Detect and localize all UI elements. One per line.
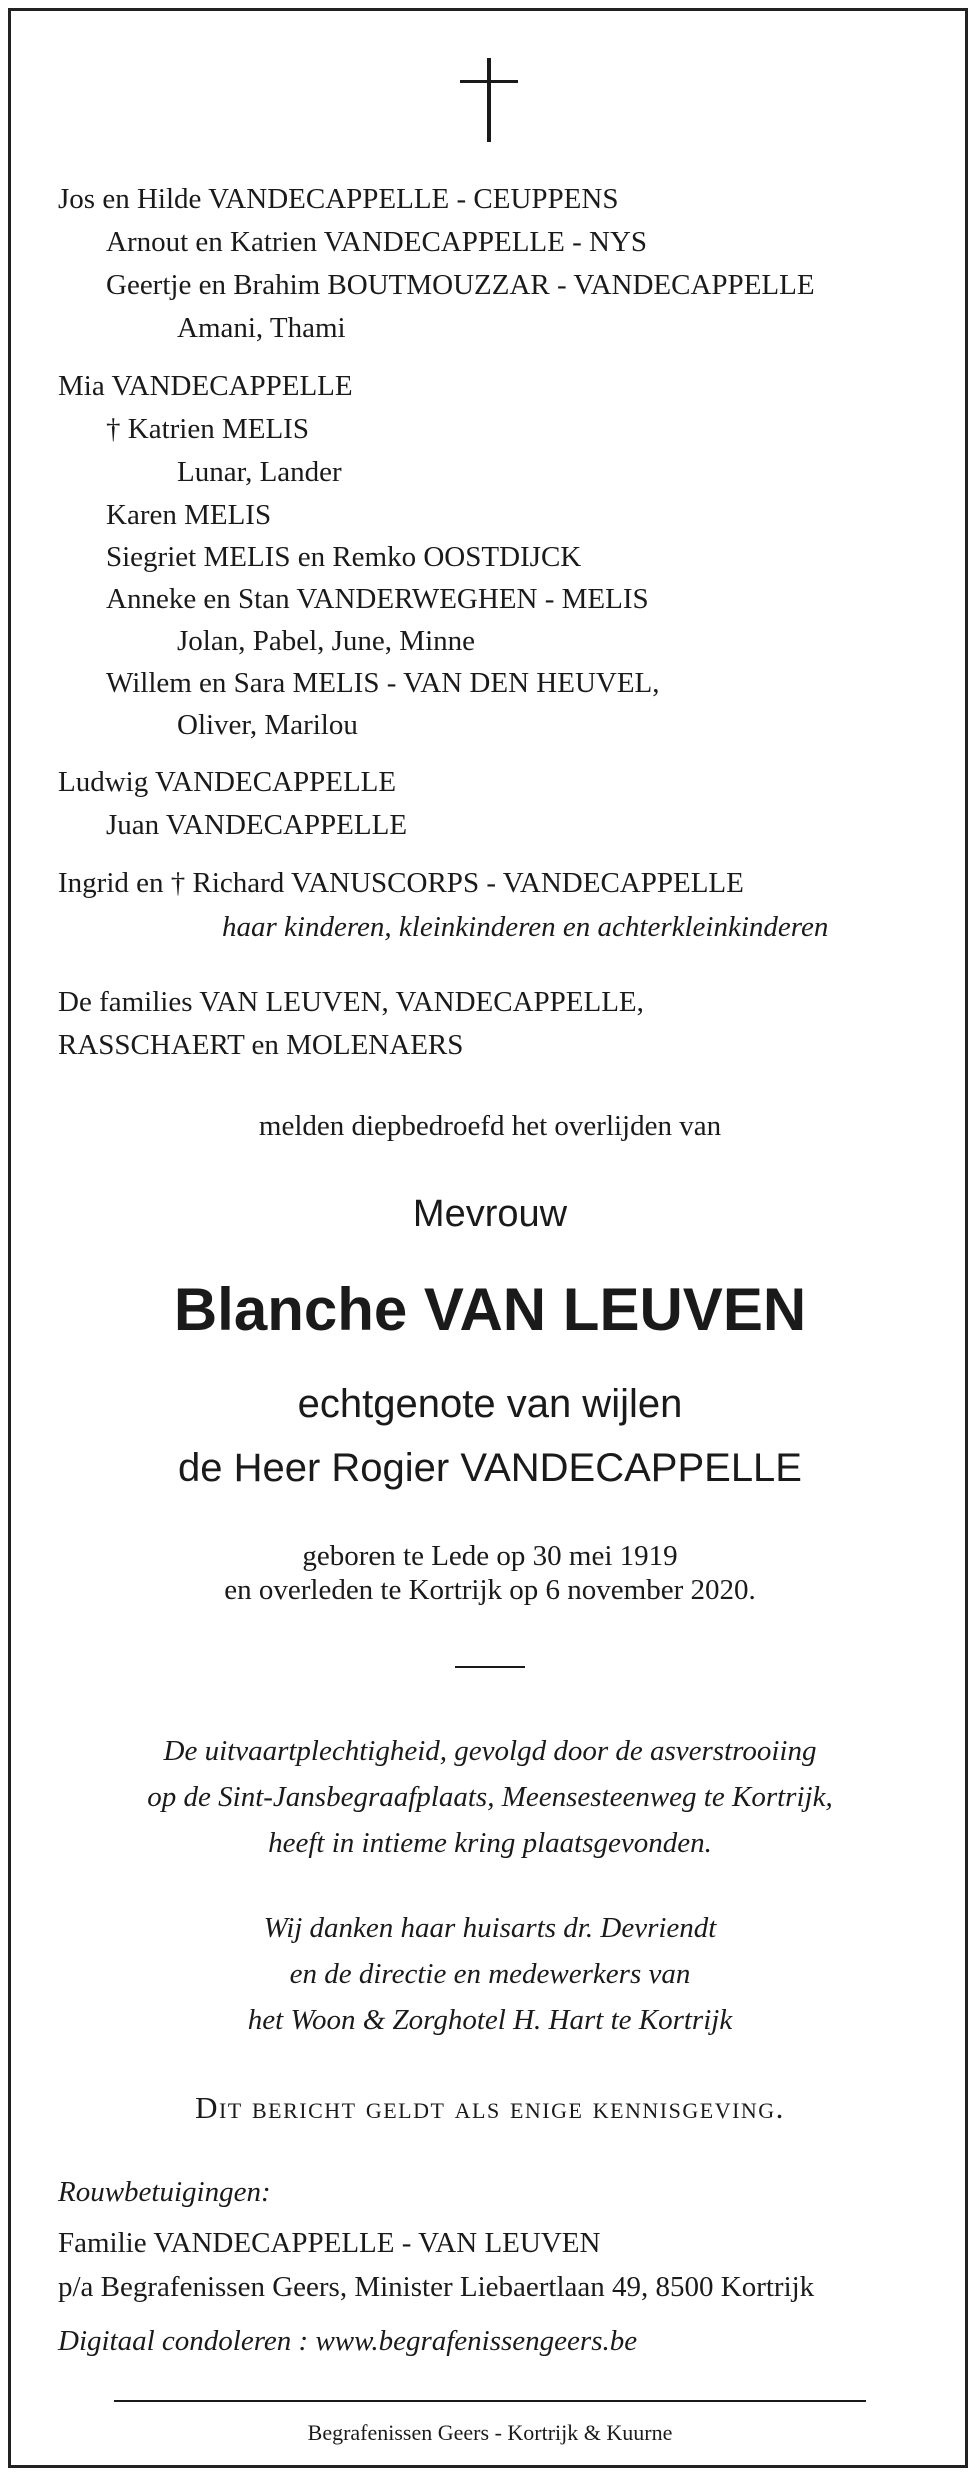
death-line: en overleden te Kortrijk op 6 november 2020. — [224, 1574, 756, 1606]
family-line: Juan VANDECAPPELLE — [106, 809, 408, 841]
family-line: Arnout en Katrien VANDECAPPELLE - NYS — [106, 226, 648, 258]
thanks-line: het Woon & Zorghotel H. Hart te Kortrijk — [247, 2004, 733, 2036]
spouse-line: de Heer Rogier VANDECAPPELLE — [178, 1446, 802, 1490]
thanks-line: en de directie en medewerkers van — [289, 1958, 691, 1990]
family-line: Siegriet MELIS en Remko OOSTDIJCK — [106, 541, 582, 573]
condolences-addressee: Familie VANDECAPPELLE - VAN LEUVEN — [58, 2227, 601, 2259]
condolences-address: p/a Begrafenissen Geers, Minister Liebaertlaan 49, 8500 Kortrijk — [58, 2271, 815, 2303]
funeral-line: heeft in intieme kring plaatsgevonden. — [268, 1827, 712, 1859]
deceased-name: Blanche VAN LEUVEN — [173, 1276, 807, 1343]
family-line: Ingrid en † Richard VANUSCORPS - VANDECAPPELLE — [58, 867, 744, 899]
family-line: † Katrien MELIS — [106, 413, 309, 445]
funeral-line: op de Sint-Jansbegraafplaats, Meensesteenweg te Kortrijk, — [147, 1781, 833, 1813]
family-line: Anneke en Stan VANDERWEGHEN - MELIS — [106, 583, 649, 615]
family-line: Ludwig VANDECAPPELLE — [58, 766, 397, 798]
family-line: Jos en Hilde VANDECAPPELLE - CEUPPENS — [58, 183, 619, 215]
family-line: Geertje en Brahim BOUTMOUZZAR - VANDECAPPELLE — [106, 269, 815, 301]
thanks-line: Wij danken haar huisarts dr. Devriendt — [263, 1912, 717, 1944]
notice-line: Dit bericht geldt als enige kennisgeving. — [195, 2090, 785, 2125]
family-line: Oliver, Marilou — [177, 709, 358, 741]
family-line: Willem en Sara MELIS - VAN DEN HEUVEL, — [106, 667, 660, 699]
families-line: De families VAN LEUVEN, VANDECAPPELLE, — [58, 986, 644, 1018]
families-line: RASSCHAERT en MOLENAERS — [58, 1029, 464, 1061]
family-line: Jolan, Pabel, June, Minne — [177, 625, 476, 657]
family-line: Mia VANDECAPPELLE — [58, 370, 353, 402]
spouse-line: echtgenote van wijlen — [297, 1382, 683, 1426]
family-line: Lunar, Lander — [177, 456, 342, 488]
announcement: melden diepbedroefd het overlijden van — [258, 1110, 722, 1142]
separator — [455, 1666, 525, 1668]
condolences-heading: Rouwbetuigingen: — [58, 2176, 271, 2208]
descendants-line: haar kinderen, kleinkinderen en achterkleinkinderen — [222, 911, 829, 943]
family-line: Amani, Thami — [177, 312, 346, 344]
cross-icon — [460, 58, 518, 142]
footer: Begrafenissen Geers - Kortrijk & Kuurne — [307, 2420, 673, 2445]
footer-rule — [114, 2400, 866, 2402]
family-line: Karen MELIS — [106, 499, 272, 531]
funeral-line: De uitvaartplechtigheid, gevolgd door de asverstrooiing — [163, 1735, 817, 1767]
salutation: Mevrouw — [412, 1193, 568, 1235]
online-condolences: Digitaal condoleren : www.begrafenissengeers.be — [58, 2325, 638, 2357]
birth-line: geboren te Lede op 30 mei 1919 — [302, 1540, 678, 1572]
